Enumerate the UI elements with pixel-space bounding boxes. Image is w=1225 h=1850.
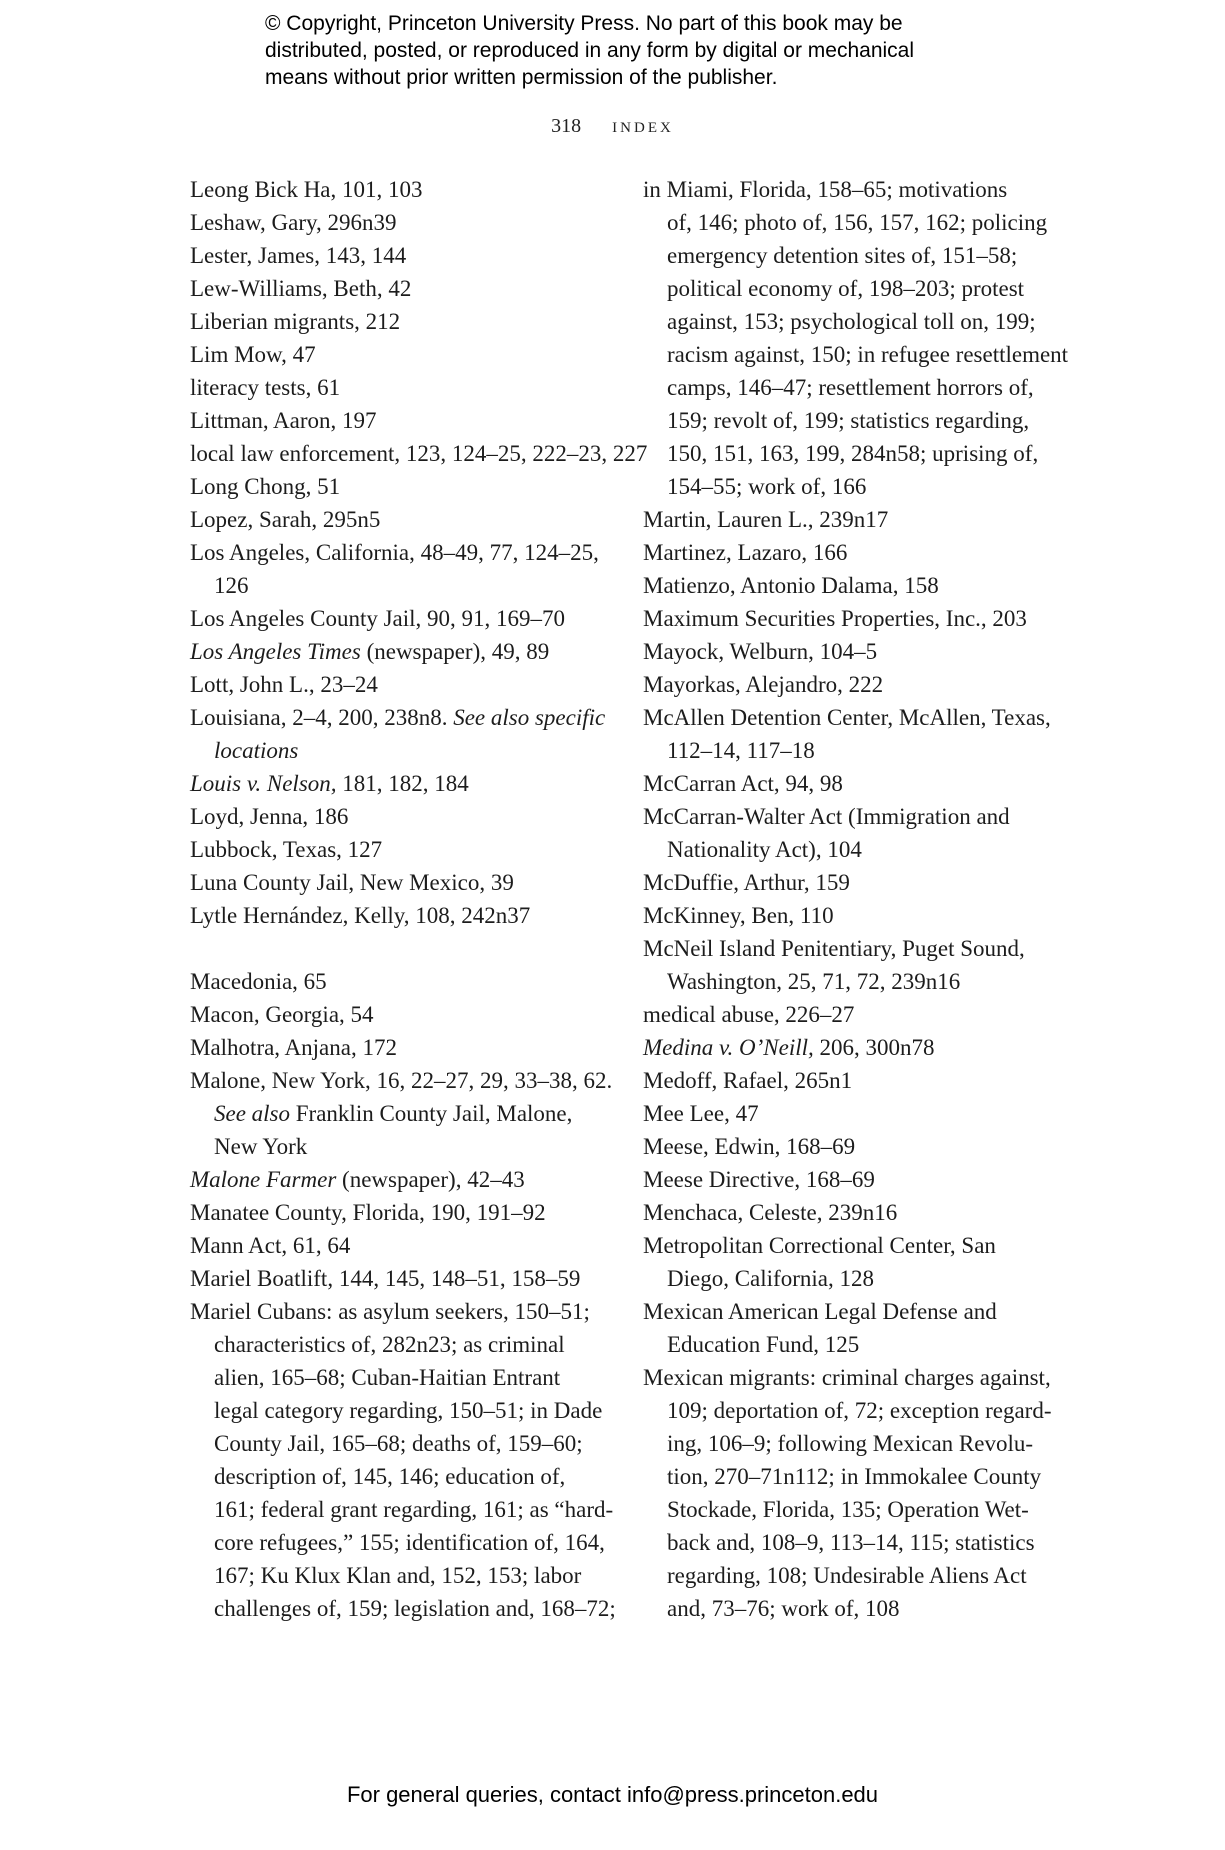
index-entry-line: McCarran-Walter Act (Immigration and <box>643 804 1010 829</box>
index-entry-continuation: camps, 146–47; resettlement horrors of, <box>667 375 1034 400</box>
copyright-line: distributed, posted, or reproduced in any form by digital or mechanical <box>265 39 915 62</box>
index-entry-line: McDuffie, Arthur, 159 <box>643 870 850 895</box>
index-entry-line: Lytle Hernández, Kelly, 108, 242n37 <box>190 903 531 928</box>
index-entry <box>190 833 620 866</box>
index-entry <box>190 1163 620 1196</box>
index-entry-continuation: racism against, 150; in refugee resettlement <box>667 342 1069 367</box>
index-entry <box>643 899 1073 932</box>
index-entry-line: Leshaw, Gary, 296n39 <box>190 210 397 235</box>
index-entry <box>190 998 620 1031</box>
index-entry <box>190 701 620 767</box>
copyright-line: means without prior written permission of the publisher. <box>265 66 778 89</box>
index-entry-line: Medina v. O’Neill, 206, 300n78 <box>643 1035 935 1060</box>
index-entry-line: McNeil Island Penitentiary, Puget Sound, <box>643 936 1025 961</box>
copyright-notice <box>265 10 1045 91</box>
index-entry <box>643 536 1073 569</box>
index-entry <box>190 1295 620 1625</box>
index-entry <box>190 899 620 932</box>
index-entry <box>643 1361 1073 1625</box>
index-entry <box>190 437 648 470</box>
index-entry-continuation: regarding, 108; Undesirable Aliens Act <box>667 1563 1027 1588</box>
index-entry-line: Los Angeles Times (newspaper), 49, 89 <box>190 639 550 664</box>
index-entry-line: Maximum Securities Properties, Inc., 203 <box>643 606 1027 631</box>
index-entry-line: Martinez, Lazaro, 166 <box>643 540 848 565</box>
copyright-line: © Copyright, Princeton University Press. No part of this book may be <box>265 12 903 35</box>
index-entry-continuation: locations <box>214 738 299 763</box>
index-entry <box>643 767 1073 800</box>
index-entry-line: Macedonia, 65 <box>190 969 327 994</box>
index-entry-continuation: New York <box>214 1134 308 1159</box>
index-entry <box>190 1196 620 1229</box>
index-entry <box>190 1229 620 1262</box>
index-column-right <box>643 173 1073 1625</box>
index-entry-continuation: 112–14, 117–18 <box>667 738 815 763</box>
index-entry-continuation: 159; revolt of, 199; statistics regarding, <box>667 408 1030 433</box>
index-entry <box>643 1064 1073 1097</box>
index-entry <box>190 1031 620 1064</box>
index-entry-line: Meese, Edwin, 168–69 <box>643 1134 856 1159</box>
index-entry-continuation: emergency detention sites of, 151–58; <box>667 243 1018 268</box>
index-entry-line: Mayock, Welburn, 104–5 <box>643 639 878 664</box>
index-entry-line: Long Chong, 51 <box>190 474 341 499</box>
index-entry <box>190 767 620 800</box>
index-entry <box>190 668 620 701</box>
index-entry <box>643 602 1073 635</box>
index-entry-line: Malone, New York, 16, 22–27, 29, 33–38, 62. <box>190 1068 613 1093</box>
index-entry-continuation: Washington, 25, 71, 72, 239n16 <box>667 969 961 994</box>
running-head <box>0 112 1225 138</box>
index-entry-line: local law enforcement, 123, 124–25, 222–23, 227 <box>190 441 648 466</box>
index-entry <box>643 1229 1073 1295</box>
index-entry-line: Medoff, Rafael, 265n1 <box>643 1068 853 1093</box>
index-entry <box>190 1064 620 1163</box>
index-entry <box>643 1130 1073 1163</box>
index-entry <box>190 206 620 239</box>
index-entry-line: Menchaca, Celeste, 239n16 <box>643 1200 898 1225</box>
index-entry-continuation: Nationality Act), 104 <box>667 837 862 862</box>
index-entry-line: Mann Act, 61, 64 <box>190 1233 351 1258</box>
index-entry <box>190 272 620 305</box>
index-entry-line: in Miami, Florida, 158–65; motivations <box>643 177 1008 202</box>
index-entry-line: Leong Bick Ha, 101, 103 <box>190 177 423 202</box>
index-entry-line: Macon, Georgia, 54 <box>190 1002 374 1027</box>
index-entry-continuation: ing, 106–9; following Mexican Revolu- <box>667 1431 1034 1456</box>
index-entry-line: Luna County Jail, New Mexico, 39 <box>190 870 514 895</box>
index-entry <box>643 866 1073 899</box>
index-entry-continuation: legal category regarding, 150–51; in Dade <box>214 1398 603 1423</box>
index-entry-continuation: alien, 165–68; Cuban-Haitian Entrant <box>214 1365 561 1390</box>
index-entry <box>190 1262 620 1295</box>
index-entry-continuation: against, 153; psychological toll on, 199; <box>667 309 1036 334</box>
index-entry <box>643 701 1073 767</box>
index-entry <box>190 800 620 833</box>
index-entry <box>190 965 620 998</box>
index-entry-line: medical abuse, 226–27 <box>643 1002 855 1027</box>
index-entry <box>643 1196 1073 1229</box>
index-entry-continuation: 167; Ku Klux Klan and, 152, 153; labor <box>214 1563 582 1588</box>
index-entry <box>643 668 1073 701</box>
index-entry-continuation: 161; federal grant regarding, 161; as “hard- <box>214 1497 614 1522</box>
index-entry-line: Los Angeles, California, 48–49, 77, 124–25, <box>190 540 599 565</box>
index-entry-continuation: Diego, California, 128 <box>667 1266 874 1291</box>
index-entry <box>190 635 620 668</box>
page-number: 318 <box>551 115 582 137</box>
index-entry-continuation: See also Franklin County Jail, Malone, <box>214 1101 573 1126</box>
index-entry-line: Littman, Aaron, 197 <box>190 408 377 433</box>
index-entry-line: Mariel Cubans: as asylum seekers, 150–51; <box>190 1299 590 1324</box>
index-entry <box>190 602 620 635</box>
index-entry-line: McAllen Detention Center, McAllen, Texas, <box>643 705 1051 730</box>
index-entry-line: Louisiana, 2–4, 200, 238n8. See also specific <box>190 705 606 730</box>
index-entry <box>643 932 1073 998</box>
index-entry-continuation: of, 146; photo of, 156, 157, 162; policing <box>667 210 1048 235</box>
index-entry-line: Lubbock, Texas, 127 <box>190 837 383 862</box>
index-entry <box>643 503 1073 536</box>
index-entry-line: Lopez, Sarah, 295n5 <box>190 507 381 532</box>
index-entry-continuation: back and, 108–9, 113–14, 115; statistics <box>667 1530 1035 1555</box>
index-entry <box>190 866 620 899</box>
index-entry <box>190 305 620 338</box>
index-entry <box>190 371 620 404</box>
index-entry-line: Lim Mow, 47 <box>190 342 316 367</box>
index-entry <box>190 173 620 206</box>
index-entry-line: Mee Lee, 47 <box>643 1101 759 1126</box>
index-entry <box>190 503 620 536</box>
index-entry-continuation: characteristics of, 282n23; as criminal <box>214 1332 565 1357</box>
index-entry-line: Lester, James, 143, 144 <box>190 243 407 268</box>
index-entry-line: Mariel Boatlift, 144, 145, 148–51, 158–59 <box>190 1266 581 1291</box>
index-entry-line: Loyd, Jenna, 186 <box>190 804 349 829</box>
index-entry-line: Metropolitan Correctional Center, San <box>643 1233 996 1258</box>
index-entry-continuation: 150, 151, 163, 199, 284n58; uprising of, <box>667 441 1039 466</box>
index-entry-continuation: core refugees,” 155; identification of, 164, <box>214 1530 605 1555</box>
index-entry-line: Meese Directive, 168–69 <box>643 1167 875 1192</box>
index-entry <box>643 1295 1073 1361</box>
index-entry <box>643 1097 1073 1130</box>
index-entry-line: Mexican migrants: criminal charges against, <box>643 1365 1051 1390</box>
index-entry-line: literacy tests, 61 <box>190 375 341 400</box>
index-entry-line: Lott, John L., 23–24 <box>190 672 378 697</box>
index-entry-continuation: 109; deportation of, 72; exception regard- <box>667 1398 1052 1423</box>
index-entry-line: Los Angeles County Jail, 90, 91, 169–70 <box>190 606 566 631</box>
index-entry <box>643 800 1073 866</box>
index-entry <box>643 998 1073 1031</box>
index-entry <box>190 338 620 371</box>
index-entry-continuation: Stockade, Florida, 135; Operation Wet- <box>667 1497 1029 1522</box>
index-entry <box>643 1031 1073 1064</box>
index-entry <box>190 536 620 602</box>
index-entry-continuation: 154–55; work of, 166 <box>667 474 867 499</box>
index-entry-line: Lew-Williams, Beth, 42 <box>190 276 412 301</box>
index-entry <box>643 569 1073 602</box>
index-entry-line: Martin, Lauren L., 239n17 <box>643 507 889 532</box>
index-entry-line: Liberian migrants, 212 <box>190 309 401 334</box>
index-entry-continuation: Education Fund, 125 <box>667 1332 860 1357</box>
index-entry-continuation: 126 <box>214 573 249 598</box>
index-entry-line: Malhotra, Anjana, 172 <box>190 1035 397 1060</box>
index-entry-continuation: tion, 270–71n112; in Immokalee County <box>667 1464 1042 1489</box>
index-column-left <box>190 173 648 1625</box>
index-entry-continuation: political economy of, 198–203; protest <box>667 276 1025 301</box>
index-entry <box>643 173 1073 503</box>
section-title: index <box>612 112 674 137</box>
index-entry-line: Manatee County, Florida, 190, 191–92 <box>190 1200 546 1225</box>
footer-contact: For general queries, contact info@press.princeton.edu <box>346 1782 879 1807</box>
index-entry-continuation: County Jail, 165–68; deaths of, 159–60; <box>214 1431 583 1456</box>
index-entry-continuation: and, 73–76; work of, 108 <box>667 1596 900 1621</box>
index-entry-continuation: description of, 145, 146; education of, <box>214 1464 566 1489</box>
index-entry-line: Matienzo, Antonio Dalama, 158 <box>643 573 939 598</box>
index-entry <box>190 239 620 272</box>
index-entry-line: Mexican American Legal Defense and <box>643 1299 997 1324</box>
index-entry <box>643 1163 1073 1196</box>
index-entry-line: Louis v. Nelson, 181, 182, 184 <box>190 771 469 796</box>
index-entry <box>190 470 620 503</box>
index-entry-line: McCarran Act, 94, 98 <box>643 771 843 796</box>
section-gap <box>190 932 620 965</box>
index-entry-line: McKinney, Ben, 110 <box>643 903 834 928</box>
index-entry-line: Malone Farmer (newspaper), 42–43 <box>190 1167 525 1192</box>
index-entry-line: Mayorkas, Alejandro, 222 <box>643 672 884 697</box>
index-entry <box>643 635 1073 668</box>
index-entry-continuation: challenges of, 159; legislation and, 168–72; <box>214 1596 616 1621</box>
index-entry <box>190 404 620 437</box>
